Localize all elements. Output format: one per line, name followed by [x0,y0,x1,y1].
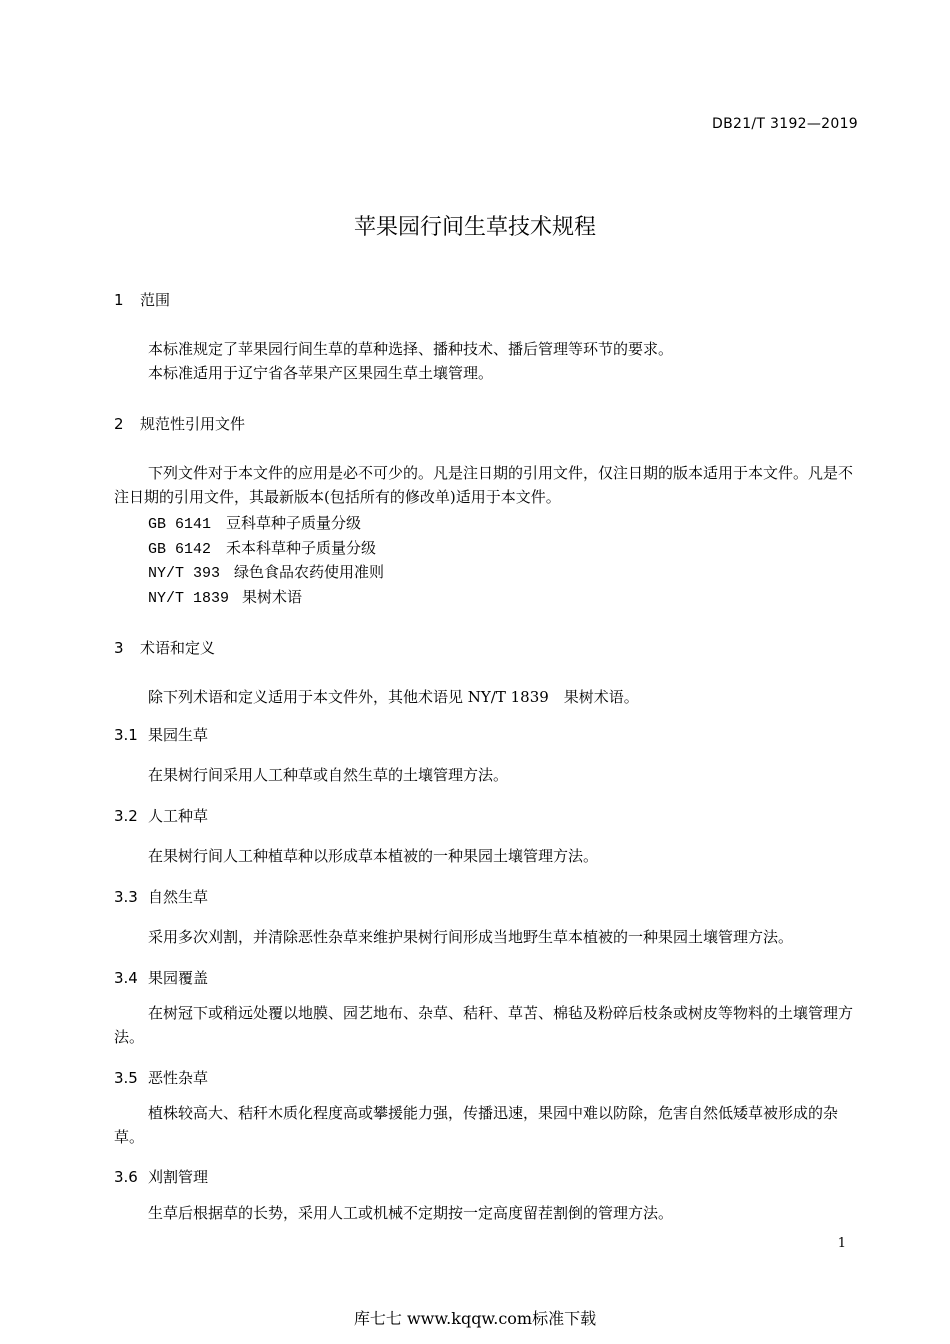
reference-code: GB 6142 [148,541,212,558]
reference-item [148,561,384,582]
paragraph: 除下列术语和定义适用于本文件外，其他术语见 NY/T 1839 果树术语。 [148,688,639,706]
section-number: 1 [114,291,124,309]
term-number: 3.4 [114,969,138,987]
section-1-heading [114,289,170,310]
term-number: 3.3 [114,888,138,906]
section-number: 3 [114,639,124,657]
section-number: 2 [114,415,124,433]
term-heading [114,724,208,745]
page-number: 1 [837,1236,846,1251]
term-definition: 植株较高大、秸秆木质化程度高或攀援能力强，传播迅速，果园中难以防除，危害自然低矮草被形成的杂草。 [114,1104,839,1146]
term-heading [114,1067,208,1088]
reference-code: GB 6141 [148,516,212,533]
section-2-heading [114,413,245,434]
reference-item [148,586,302,607]
term-number: 3.1 [114,726,138,744]
term-name: 果园生草 [148,726,209,744]
reference-title: 豆科草种子质量分级 [226,514,362,532]
document-code: DB21/T 3192—2019 [712,116,858,132]
term-definition: 在树冠下或稍远处覆以地膜、园艺地布、杂草、秸秆、草苫、棉毡及粉碎后枝条或树皮等物料的土壤管理方法。 [114,1004,854,1046]
reference-item [148,537,376,558]
reference-title: 果树术语 [242,588,303,606]
term-definition: 在果树行间采用人工种草或自然生草的土壤管理方法。 [148,766,509,784]
term-definition: 生草后根据草的长势，采用人工或机械不定期按一定高度留茬割倒的管理方法。 [148,1204,674,1222]
term-name: 人工种草 [148,807,209,825]
term-definition: 在果树行间人工种植草种以形成草本植被的一种果园土壤管理方法。 [148,847,599,865]
term-heading [114,886,208,907]
paragraph: 本标准适用于辽宁省各苹果产区果园生草土壤管理。 [148,364,494,382]
term-heading [114,805,208,826]
term-name: 果园覆盖 [148,969,209,987]
section-title: 规范性引用文件 [140,415,246,433]
footer-watermark-link[interactable]: 库七七 www.kqqw.com标准下载 [353,1309,597,1328]
reference-code: NY/T 393 [148,565,221,582]
reference-code: NY/T 1839 [148,590,230,607]
term-number: 3.5 [114,1069,138,1087]
term-number: 3.6 [114,1168,138,1186]
section-title: 范围 [140,291,171,309]
document-title: 苹果园行间生草技术规程 [353,215,596,240]
term-name: 刈割管理 [148,1168,209,1186]
paragraph: 下列文件对于本文件的应用是必不可少的。凡是注日期的引用文件，仅注日期的版本适用于本文件。凡是不注日期的引用文件，其最新版本(包括所有的修改单)适用于本文件。 [114,464,854,506]
reference-title: 绿色食品农药使用准则 [234,563,385,581]
section-3-heading [114,637,215,658]
term-definition: 采用多次刈割，并清除恶性杂草来维护果树行间形成当地野生草本植被的一种果园土壤管理方法。 [148,928,794,946]
reference-title: 禾本科草种子质量分级 [226,539,377,557]
reference-item [148,512,361,533]
term-name: 自然生草 [148,888,209,906]
term-name: 恶性杂草 [148,1069,209,1087]
paragraph: 本标准规定了苹果园行间生草的草种选择、播种技术、播后管理等环节的要求。 [148,340,674,358]
term-number: 3.2 [114,807,138,825]
section-title: 术语和定义 [140,639,216,657]
term-heading [114,967,208,988]
term-heading [114,1166,208,1187]
